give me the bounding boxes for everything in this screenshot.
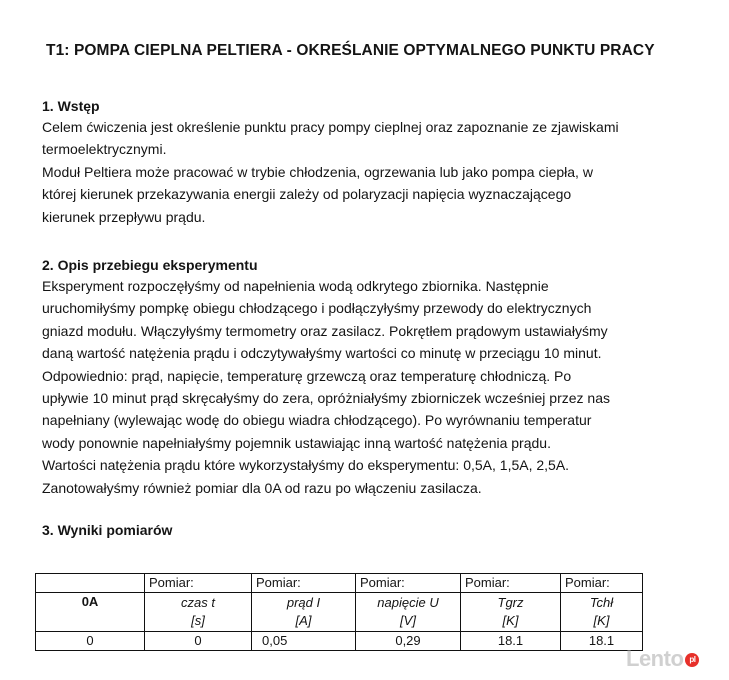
- table-cell: Pomiar:: [461, 574, 561, 593]
- quantity-unit: [A]: [295, 613, 312, 628]
- table-cell: 0: [36, 632, 145, 651]
- document-title: T1: POMPA CIEPLNA PELTIERA - OKREŚLANIE OPTYMALNEGO PUNKTU PRACY: [46, 42, 655, 59]
- table-cell: 0,05: [252, 632, 356, 651]
- quantity-unit: [V]: [400, 613, 416, 628]
- section-experiment-description: [42, 255, 692, 499]
- text-line: napełniany (wylewając wodę do obiegu wiadra chłodzącego). Po wyrównaniu temperatur: [42, 412, 592, 429]
- table-row: [36, 632, 643, 651]
- section-introduction: [42, 96, 692, 228]
- table-cell: [36, 574, 145, 593]
- watermark-logo: [626, 646, 699, 672]
- section-heading: 2. Opis przebiegu eksperymentu: [42, 257, 258, 273]
- table-quantity-row: [36, 593, 643, 632]
- text-line: Eksperyment rozpoczęłyśmy od napełnienia wodą odkrytego zbiornika. Następnie: [42, 278, 549, 294]
- table-cell: Pomiar:: [561, 574, 643, 593]
- text-line: Celem ćwiczenia jest określenie punktu pracy pompy cieplnej oraz zapoznanie ze zjawiskami: [42, 119, 619, 135]
- table-cell: Pomiar:: [356, 574, 461, 593]
- quantity-name: prąd I: [286, 595, 321, 610]
- text-line: Wartości natężenia prądu które wykorzystałyśmy do eksperymentu: 0,5A, 1,5A, 2,5A.: [42, 457, 570, 474]
- text-line: Odpowiednio: prąd, napięcie, temperaturę grzewczą oraz temperaturę chłodniczą. Po: [42, 367, 572, 384]
- table-cell: [145, 593, 252, 632]
- table-cell: 18.1: [461, 632, 561, 651]
- table-cell: 0,29: [356, 632, 461, 651]
- text-line: Zanotowałyśmy również pomiar dla 0A od razu po włączeniu zasilacza.: [42, 479, 482, 496]
- quantity-name: napięcie U: [377, 595, 439, 610]
- quantity-unit: [K]: [593, 613, 610, 628]
- table-cell: [252, 593, 356, 632]
- quantity-name: Tchł: [589, 595, 614, 610]
- quantity-unit: [s]: [191, 613, 205, 628]
- text-line: daną wartość natężenia prądu i odczytywałyśmy wartości co minutę w przeciągu 10 minut.: [42, 345, 602, 362]
- table-cell: 18.1: [561, 632, 643, 651]
- watermark-text: Lento: [626, 646, 684, 671]
- text-line: termoelektrycznymi.: [42, 141, 167, 158]
- results-table: [35, 573, 643, 651]
- table-cell: [461, 593, 561, 632]
- quantity-name: Tgrz: [497, 595, 524, 610]
- section-results: [42, 520, 692, 540]
- text-line: Moduł Peltiera może pracować w trybie chłodzenia, ogrzewania lub jako pompa ciepła, w: [42, 163, 593, 180]
- text-line: upływie 10 minut prąd skręcałyśmy do zera, opróżniałyśmy zbiorniczek wcześniej przez nas: [42, 390, 611, 407]
- table-cell: [561, 593, 643, 632]
- section-heading: 1. Wstęp: [42, 98, 100, 114]
- section-body: [42, 116, 692, 228]
- text-line: której kierunek przekazywania energii zależy od polaryzacji napięcia wyznaczającego: [42, 186, 572, 203]
- section-heading: 3. Wyniki pomiarów: [42, 522, 173, 538]
- quantity-unit: [K]: [502, 613, 519, 628]
- watermark-badge-icon: pl: [685, 653, 699, 667]
- text-line: uruchomiłyśmy pompkę obiegu chłodzącego i podłączyłyśmy przewody do elektrycznych: [42, 300, 592, 317]
- table-cell: 0: [145, 632, 252, 651]
- table-header-row: [36, 574, 643, 593]
- table-label-cell: 0A: [36, 593, 145, 632]
- table-cell: Pomiar:: [252, 574, 356, 593]
- section-body: [42, 275, 692, 499]
- text-line: kierunek przepływu prądu.: [42, 208, 206, 225]
- table-cell: [356, 593, 461, 632]
- text-line: wody ponownie napełniałyśmy pojemnik ustawiając inną wartość natężenia prądu.: [42, 434, 551, 451]
- table-cell: Pomiar:: [145, 574, 252, 593]
- text-line: gniazd modułu. Włączyłyśmy termometry oraz zasilacz. Pokrętłem prądowym ustawiałyśmy: [42, 322, 608, 339]
- quantity-name: czas t: [181, 595, 215, 610]
